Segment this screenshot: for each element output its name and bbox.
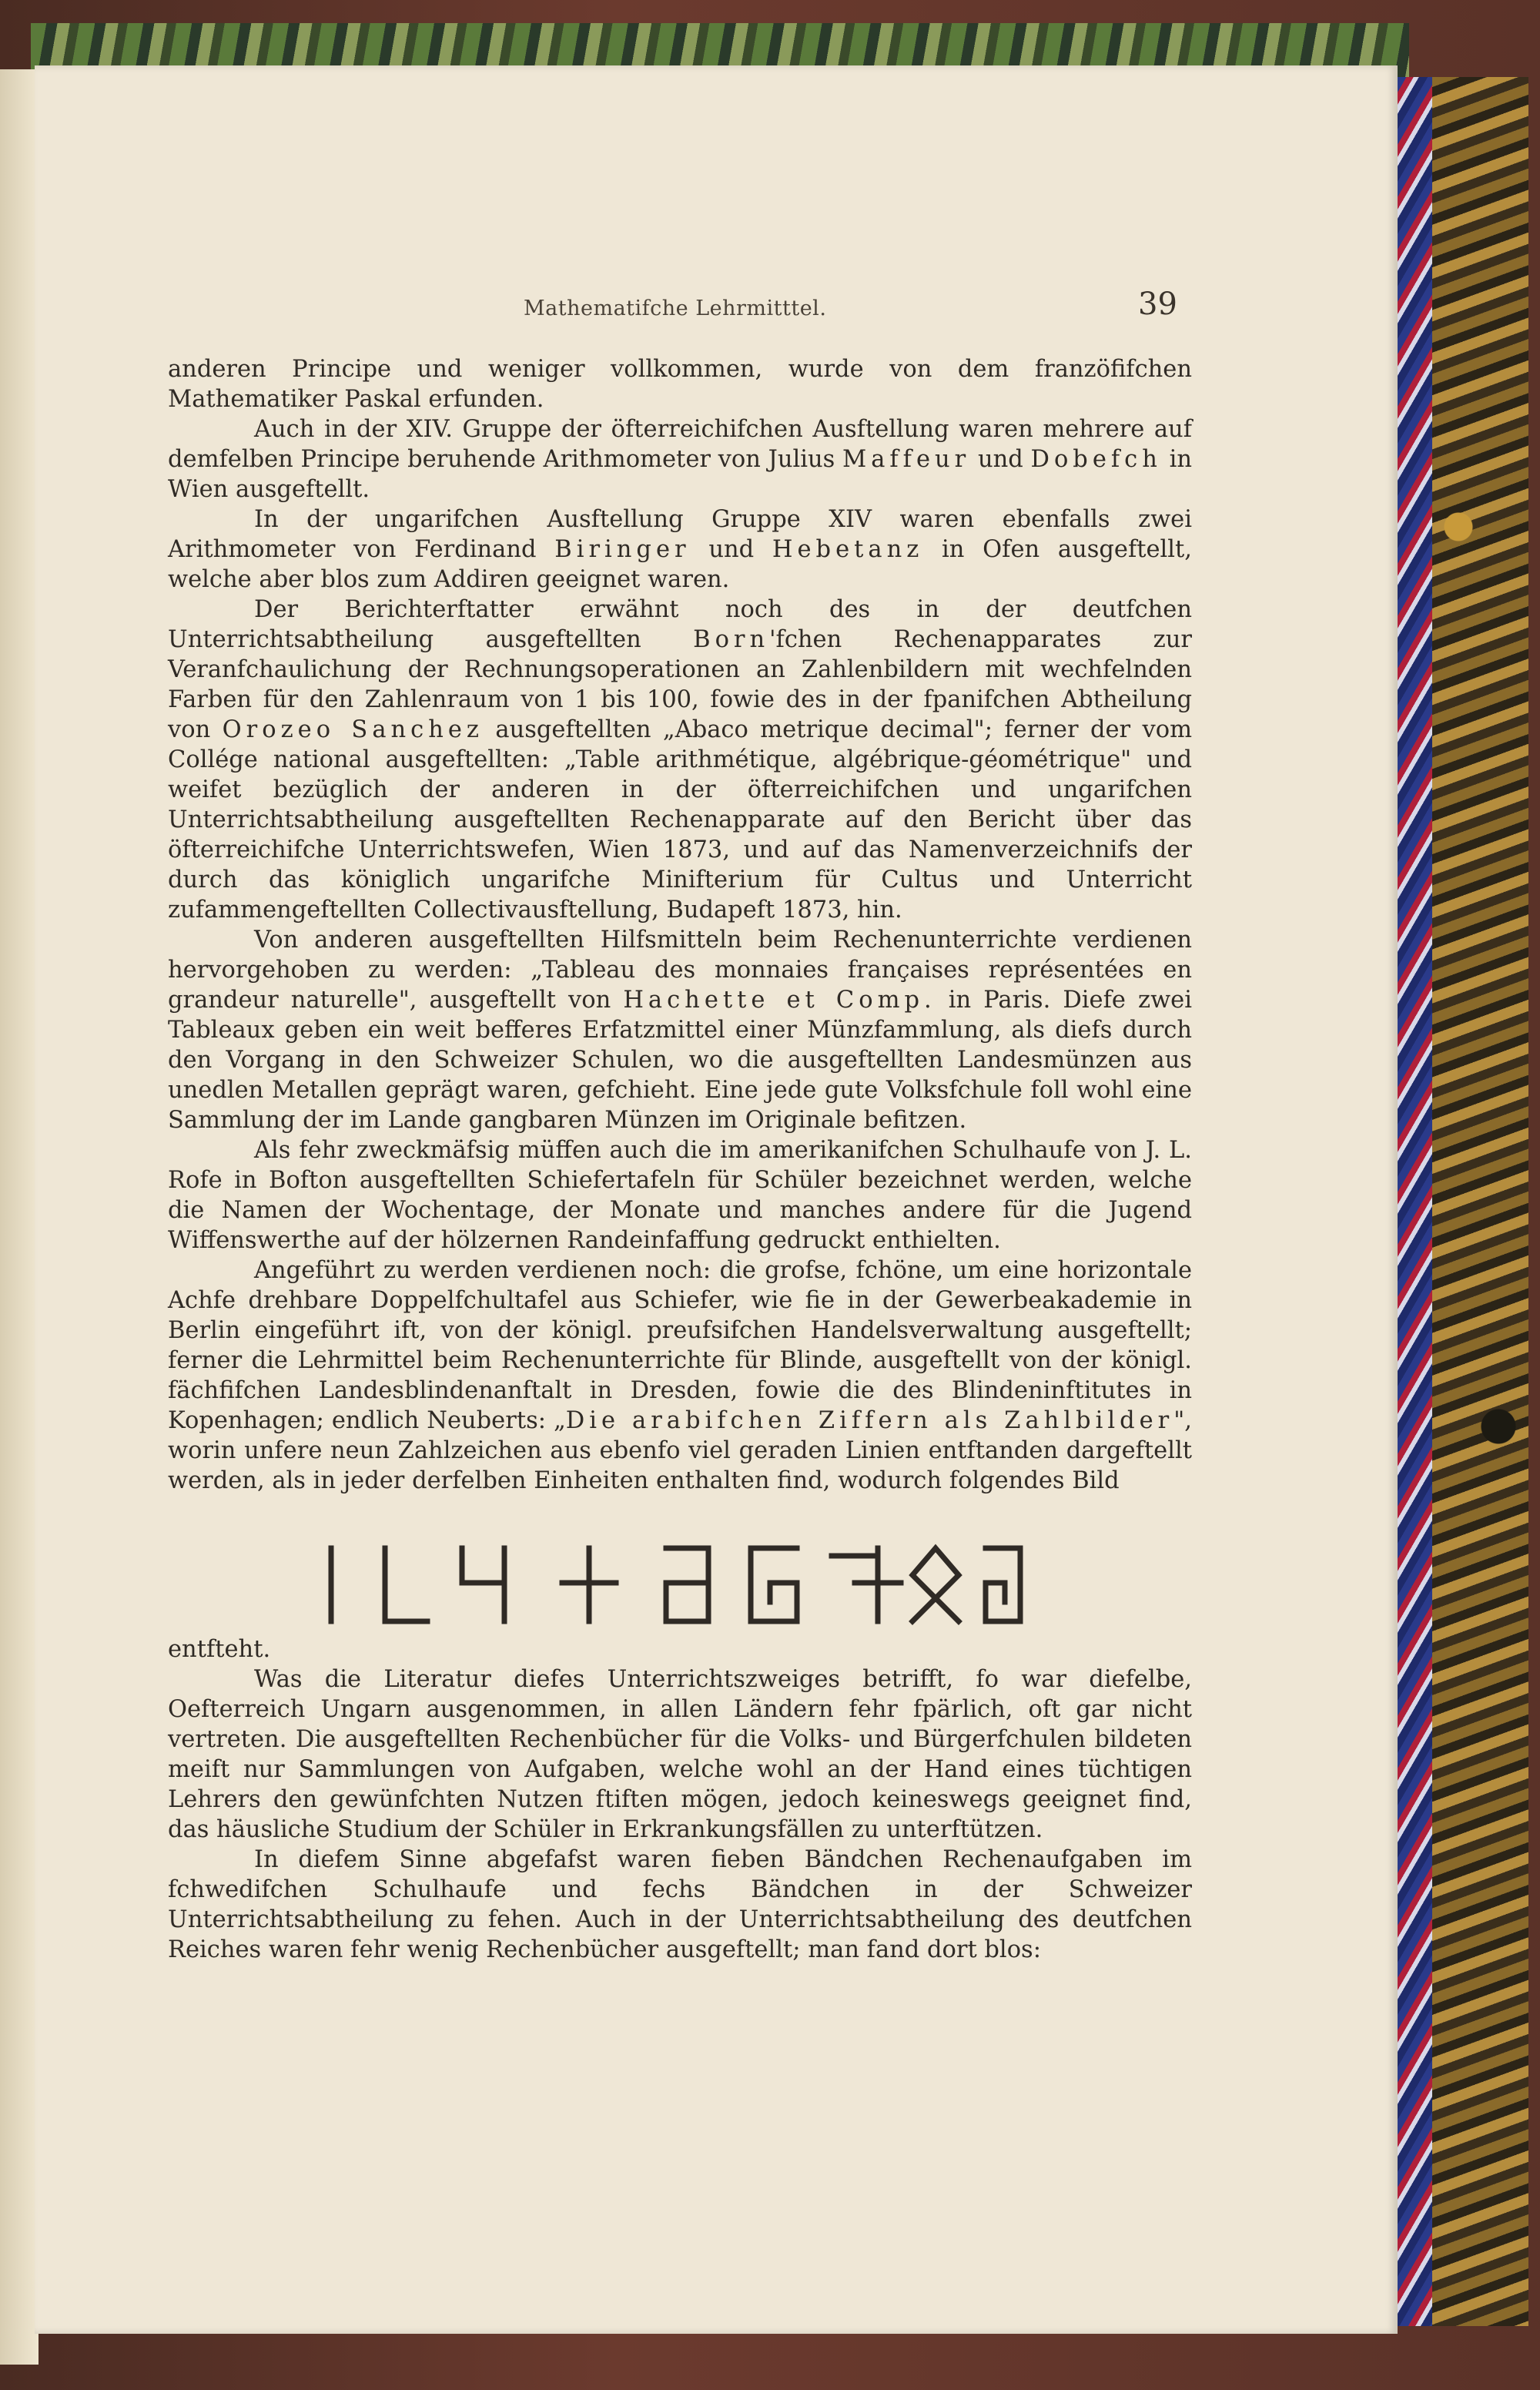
digit-four-icon xyxy=(562,1548,616,1621)
paragraph: In diefem Sinne abgefafst waren fieben Bändchen Rechenaufgaben im fchwedifchen Schulhaufe und fechs Bändchen in der Schweizer Unterrichtsabtheilung zu fehen. Auch in der Unterrichtsabtheilung des deutfchen Reiches waren fehr wenig Rechenbücher ausgeftellt; man fand dort blos: xyxy=(168,1846,1192,1963)
digit-six-icon xyxy=(751,1548,797,1621)
paragraph: Was die Literatur diefes Unterrichtszweiges betrifft, fo war diefelbe, Oefterreich Ungarn ausgenommen, in allen Ländern fehr fpärlich, oft gar nicht vertreten. Die ausgeftellten Rechenbücher für die Volks- und Bürgerfchulen bildeten meift nur Sammlungen von Aufgaben, welche wohl an der Hand eines tüchtigen Lehrers den gewünfchten Nutzen ftiften mögen, jedoch keineswegs geeignet find, das häusliche Studium der Schüler in Erkrankungsfällen zu unterftützen. xyxy=(168,1666,1192,1843)
paragraph: Als fehr zweckmäfsig müffen auch die im amerikanifchen Schulhaufe von J. L. Rofe in Bofton ausgeftellten Schiefertafeln für Schüler bezeichnet werden, welche die Namen der Wochentage, der Monate und manches andere für die Jugend Wiffenswerthe auf der hölzernen Randeinfaffung gedruckt enthielten. xyxy=(168,1137,1192,1254)
marbled-page-edge xyxy=(1398,77,1432,2326)
digit-seven-icon xyxy=(832,1548,901,1621)
body-text xyxy=(168,354,1192,1496)
digit-two-icon xyxy=(385,1548,427,1621)
digit-nine-icon xyxy=(986,1548,1020,1621)
paragraph: entfteht. xyxy=(168,1636,271,1663)
paragraph: Auch in der XIV. Gruppe der öfterreichifchen Ausftellung waren mehrere auf demfelben Principe beruhende Arithmometer von Julius Maffeur und Dobefch in Wien ausgeftellt. xyxy=(168,416,1192,503)
digit-eight-icon xyxy=(912,1548,959,1621)
paragraph: In der ungarifchen Ausftellung Gruppe XIV waren ebenfalls zwei Arithmometer von Ferdinand Biringer und Hebetanz in Ofen ausgeftellt, welche aber blos zum Addiren geeignet waren. xyxy=(168,506,1193,593)
running-header: Mathematifche Lehrmitttel. xyxy=(524,297,827,320)
paragraph: Angeführt zu werden verdienen noch: die grofse, fchöne, um eine horizontale Achfe drehbare Doppelfchultafel aus Schiefer, wie fie in der Gewerbeakademie in Berlin eingeführt ift, von der königl. preufsifchen Handelsverwaltung ausgeftellt; ferner die Lehrmittel beim Rechenunterrichte für Blinde, ausgeftellt von der königl. fächfifchen Landesblindenanftalt in Dresden, fowie die des Blindeninftitutes in Kopenhagen; endlich Neuberts: „Die arabifchen Ziffern als Zahlbilder", worin unfere neun Zahlzeichen aus ebenfo viel geraden Linien entftanden dargeftellt werden, als in jeder derfelben Einheiten enthalten find, wodurch folgendes Bild xyxy=(168,1257,1192,1494)
digit-five-icon xyxy=(666,1548,708,1621)
digit-figure xyxy=(308,1540,1024,1629)
digit-three-icon xyxy=(462,1548,504,1621)
left-page-edge xyxy=(0,69,38,2365)
paragraph: Der Berichterftatter erwähnt noch des in der deutfchen Unterrichtsabtheilung ausgeftellten Born'fchen Rechenapparates zur Veranfchaulichung der Rechnungsoperationen an Zahlenbildern mit wechfelnden Farben für den Zahlenraum von 1 bis 100, fowie des in der fpanifchen Abtheilung von Orozeo Sanchez ausgeftellten „Abaco metrique decimal"; ferner der vom Collége national ausgeftellten: „Table arithmétique, algébrique-géométrique" und weifet bezüglich der anderen in der öfterreichifchen und ungarifchen Unterrichtsabtheilung ausgeftellten Rechenapparate auf den Bericht über das öfterreichifche Unterrichtswefen, Wien 1873, und auf das Namenverzeichnifs der durch das königlich ungarifche Minifterium für Cultus und Unterricht zufammengeftellten Collectivausftellung, Budapeft 1873, hin. xyxy=(168,596,1192,923)
marbled-endpaper xyxy=(1428,77,1528,2326)
page-number: 39 xyxy=(1138,287,1177,322)
paragraph: Von anderen ausgeftellten Hilfsmitteln beim Rechenunterrichte verdienen hervorgehoben zu werden: „Tableau des monnaies françaises représentées en grandeur naturelle", ausgeftellt von Hachette et Comp. in Paris. Diefe zwei Tableaux geben ein weit befferes Erfatzmittel einer Münzfammlung, als diefs durch den Vorgang in den Schweizer Schulen, wo die ausgeftellten Landesmünzen aus unedlen Metallen geprägt waren, gefchieht. Eine jede gute Volksfchule foll wohl eine Sammlung der im Lande gangbaren Münzen im Originale befitzen. xyxy=(168,927,1192,1134)
paragraph: anderen Principe und weniger vollkommen, wurde von dem franzöfifchen Mathematiker Paskal erfunden. xyxy=(168,356,1192,413)
body-text-continued xyxy=(168,1634,1192,1965)
